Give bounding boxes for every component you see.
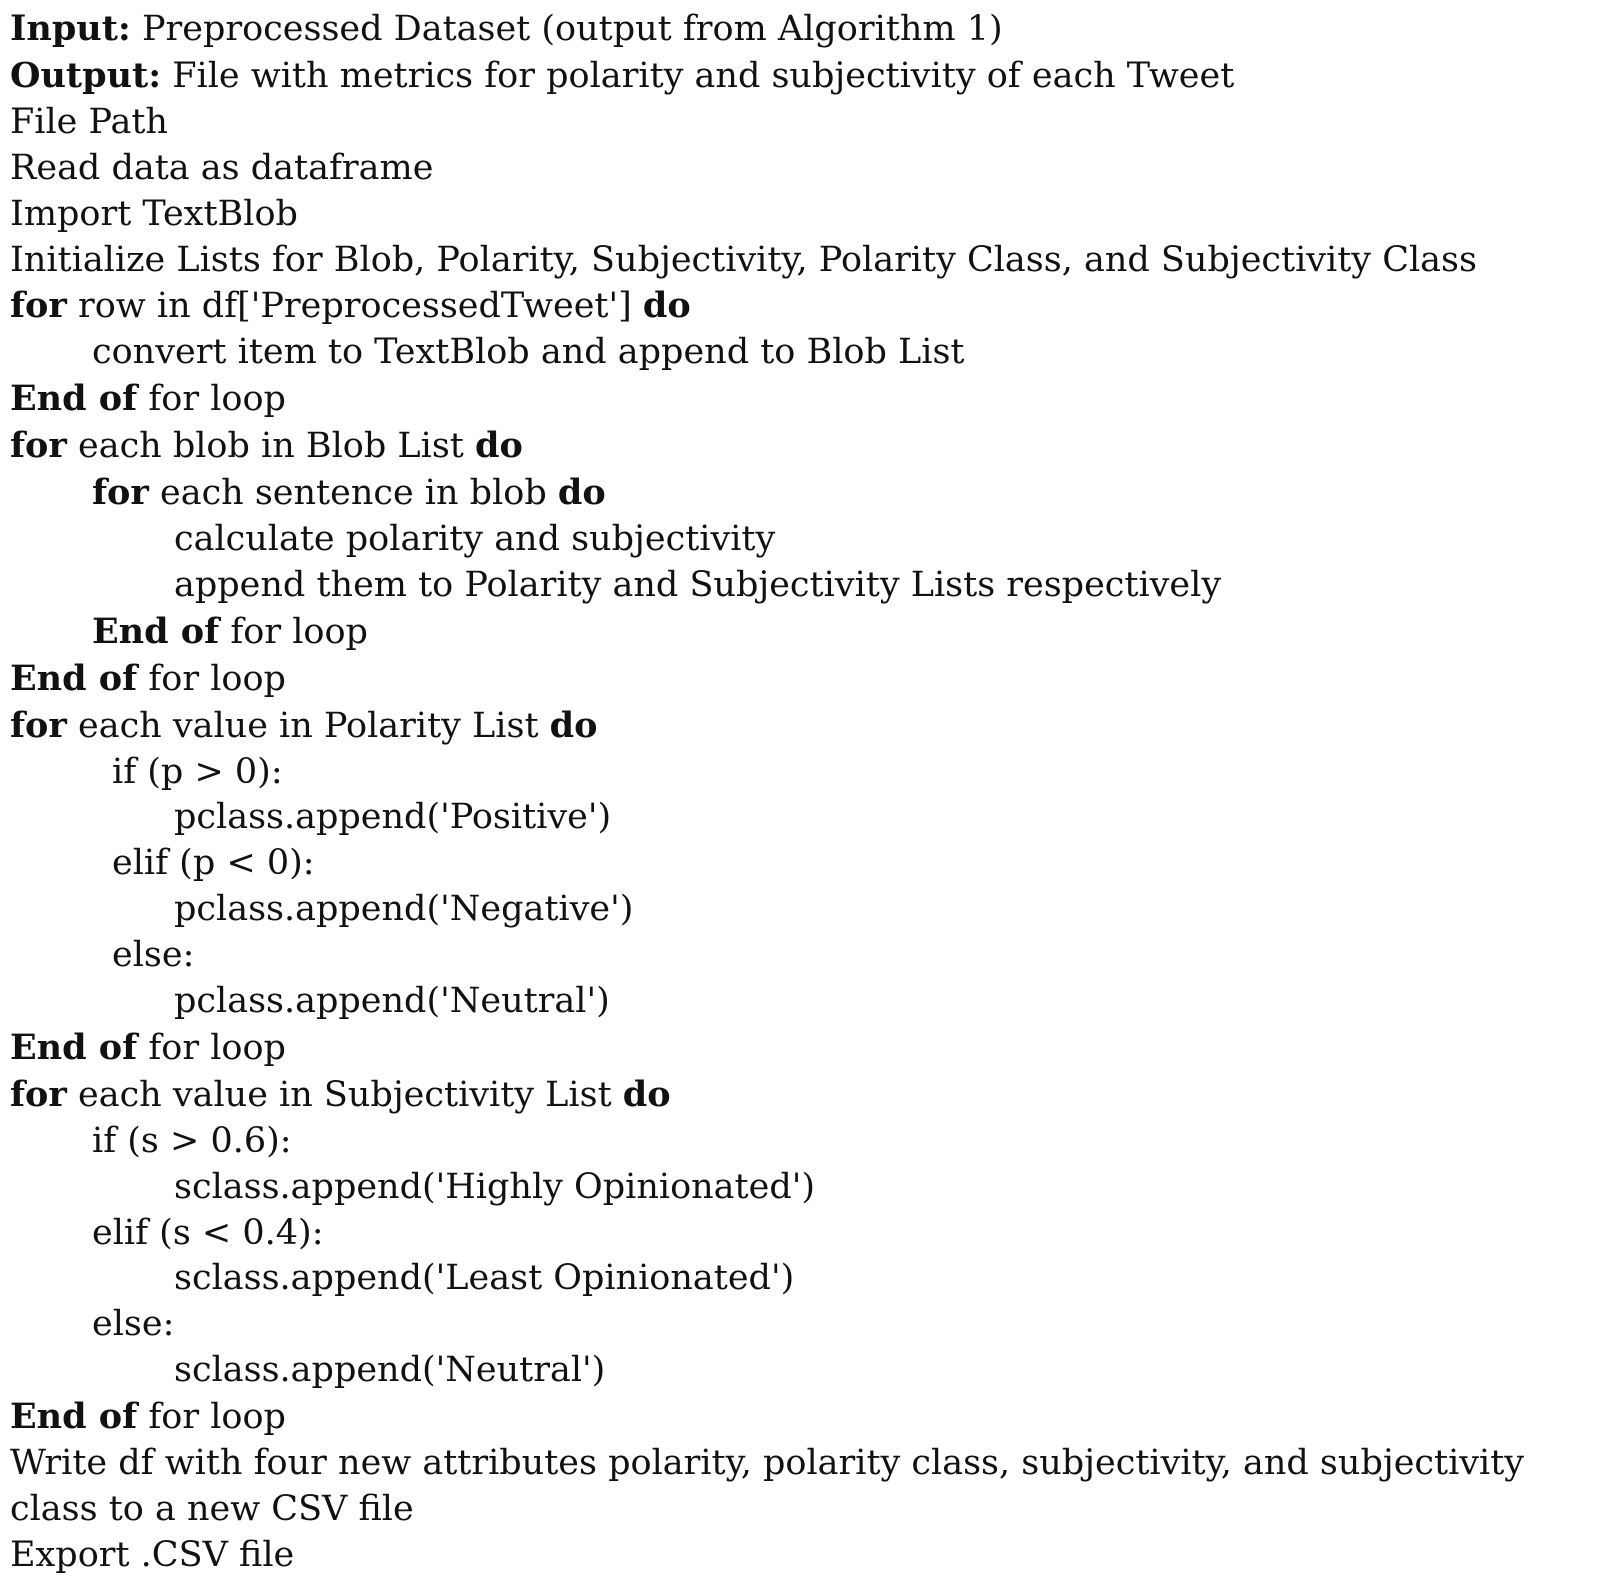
append-positive-line: pclass.append('Positive') bbox=[174, 797, 612, 838]
for-row-text: row in df['PreprocessedTweet'] bbox=[77, 286, 632, 327]
for-sentence-text: each sentence in blob bbox=[159, 473, 547, 514]
append-least-opinionated-line: sclass.append('Least Opinionated') bbox=[174, 1258, 795, 1299]
keyword-for: for bbox=[10, 285, 67, 327]
initialize-lists-line: Initialize Lists for Blob, Polarity, Subjectivity, Polarity Class, and Subjectivity Class bbox=[10, 239, 1477, 280]
keyword-end-of: End of bbox=[10, 1396, 138, 1438]
append-highly-opinionated-line: sclass.append('Highly Opinionated') bbox=[174, 1166, 816, 1207]
for-subjectivity-text: each value in Subjectivity List bbox=[77, 1074, 612, 1115]
input-text: Preprocessed Dataset (output from Algorithm 1) bbox=[141, 9, 1003, 49]
append-lists-line: append them to Polarity and Subjectivity Lists respectively bbox=[174, 564, 1222, 605]
if-positive-line: if (p > 0): bbox=[112, 751, 283, 792]
for-subjectivity-line bbox=[10, 1072, 1605, 1119]
end-for-text: for loop bbox=[230, 611, 368, 652]
keyword-end-of: End of bbox=[10, 378, 138, 420]
output-text: File with metrics for polarity and subjectivity of each Tweet bbox=[172, 55, 1235, 96]
file-path-line: File Path bbox=[10, 101, 168, 142]
keyword-do: do bbox=[549, 704, 598, 746]
keyword-for: for bbox=[10, 1073, 67, 1115]
elif-low-opinion-line: elif (s < 0.4): bbox=[92, 1212, 324, 1253]
keyword-end-of: End of bbox=[10, 1026, 138, 1068]
keyword-do: do bbox=[557, 472, 606, 514]
keyword-do: do bbox=[642, 285, 691, 327]
keyword-for: for bbox=[92, 472, 149, 514]
calculate-line: calculate polarity and subjectivity bbox=[174, 518, 776, 559]
end-for-line-1 bbox=[10, 376, 1605, 423]
append-neutral-subjectivity-line: sclass.append('Neutral') bbox=[174, 1350, 606, 1391]
end-for-text: for loop bbox=[148, 1397, 286, 1438]
keyword-end-of: End of bbox=[92, 610, 220, 652]
end-for-text: for loop bbox=[148, 379, 286, 420]
keyword-do: do bbox=[475, 425, 523, 467]
keyword-do: do bbox=[622, 1073, 671, 1115]
end-for-line-4 bbox=[10, 1025, 1605, 1072]
end-for-text: for loop bbox=[148, 658, 286, 699]
algorithm-block bbox=[10, 6, 1605, 1579]
else-subjectivity-line: else: bbox=[92, 1304, 175, 1345]
write-csv-line: Write df with four new attributes polarity, polarity class, subjectivity, and subjectivity class to a new CSV file bbox=[10, 1443, 1525, 1529]
keyword-end-of: End of bbox=[10, 657, 138, 699]
end-for-text: for loop bbox=[148, 1027, 286, 1068]
if-high-opinion-line: if (s > 0.6): bbox=[92, 1120, 292, 1161]
for-sentence-line bbox=[10, 470, 1605, 517]
end-for-line-2 bbox=[10, 609, 1605, 656]
else-polarity-line: else: bbox=[112, 935, 195, 976]
read-data-line: Read data as dataframe bbox=[10, 147, 434, 188]
input-label: Input: bbox=[10, 8, 131, 49]
end-for-line-3 bbox=[10, 656, 1605, 703]
for-polarity-line bbox=[10, 703, 1605, 750]
for-blob-line bbox=[10, 423, 1605, 470]
convert-textblob-line: convert item to TextBlob and append to Blob List bbox=[92, 332, 965, 373]
append-neutral-polarity-line: pclass.append('Neutral') bbox=[174, 981, 610, 1022]
append-negative-line: pclass.append('Negative') bbox=[174, 889, 634, 930]
keyword-for: for bbox=[10, 704, 67, 746]
input-line bbox=[10, 6, 1605, 53]
elif-negative-line: elif (p < 0): bbox=[112, 843, 315, 884]
output-line bbox=[10, 53, 1605, 100]
keyword-for: for bbox=[10, 425, 67, 467]
output-label: Output: bbox=[10, 54, 162, 96]
for-polarity-text: each value in Polarity List bbox=[77, 705, 539, 746]
for-blob-text: each blob in Blob List bbox=[77, 426, 464, 467]
for-row-line bbox=[10, 283, 1605, 330]
export-csv-line: Export .CSV file bbox=[10, 1534, 295, 1575]
import-textblob-line: Import TextBlob bbox=[10, 193, 298, 234]
end-for-line-5 bbox=[10, 1394, 1605, 1441]
